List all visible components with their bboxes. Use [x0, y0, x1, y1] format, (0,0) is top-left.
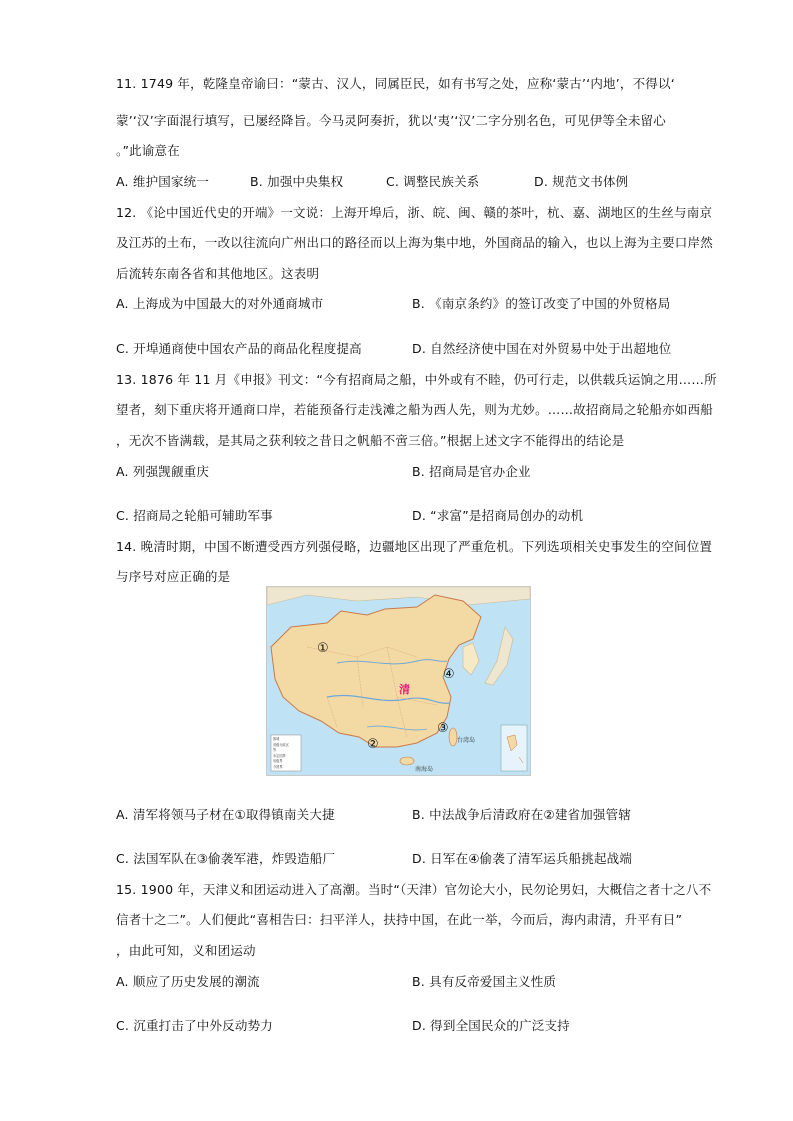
- map-label-taiwan: 台湾岛: [457, 737, 476, 744]
- map-legend: [273, 737, 301, 771]
- q11-line-3: 。”此谕意在: [116, 143, 180, 158]
- q15-option-b: B. 具有反帝爱国主义性质: [412, 974, 557, 989]
- map-label-hainan: 南海岛: [415, 766, 434, 773]
- q12-option-c: C. 开埠通商使中国农产品的商品化程度提高: [116, 341, 362, 356]
- q14-option-d: D. 日军在④偷袭了清军运兵船挑起战端: [412, 851, 633, 866]
- q11-option-a: A. 维护国家统一: [116, 174, 210, 189]
- q11-line-2: 蒙’‘汉’字面混行填写，已屡经降旨。今马灵阿奏折，犹以‘夷’‘汉’二字分别名色，可见伊等全未留心: [116, 113, 666, 128]
- q15-line-1: 15. 1900 年，天津义和团运动进入了高潮。当时“（天津）官勿论大小，民勿论男妇，大概信之者十之八不: [116, 882, 712, 897]
- q14-option-c: C. 法国军队在③偷袭军港，炸毁造船厂: [116, 851, 336, 866]
- q12-option-a: A. 上海成为中国最大的对外通商城市: [116, 296, 324, 311]
- q13-option-b: B. 招商局是官办企业: [412, 464, 531, 479]
- q14-option-b: B. 中法战争后清政府在②建省加强管辖: [412, 807, 632, 822]
- marker-4: ④: [443, 667, 455, 682]
- q13-line-2: 望者，刻下重庆将开通商口岸，若能预备行走浅滩之船为西人先，则为尤妙。……故招商局之轮船亦如西船: [116, 402, 713, 417]
- q13-option-a: A. 列强觊觎重庆: [116, 464, 210, 479]
- q15-option-c: C. 沉重打击了中外反动势力: [116, 1018, 273, 1033]
- marker-1: ①: [317, 641, 329, 656]
- legend-modern-border: 今国界: [273, 764, 283, 769]
- q12-line-1: 12. 《论中国近代史的开端》一文说：上海开埠后，浙、皖、闽、赣的茶叶，杭、嘉、湖地区的生丝与南京: [116, 205, 713, 220]
- q13-option-d: D. “求富”是招商局创办的动机: [412, 508, 584, 523]
- q12-line-2: 及江苏的土布，一改以往流向广州出口的路径而以上海为集中地，外国商品的输入，也以上海为主要口岸然: [116, 235, 713, 250]
- q15-line-2: 信者十之二”。人们便此“喜相告曰：扫平洋人，扶持中国，在此一举，今而后，海内肃清，升平有日”: [116, 912, 683, 927]
- legend-undetermined: 未定国界: [273, 753, 286, 758]
- q14-option-a: A. 清军将领马子材在①取得镇南关大捷: [116, 807, 335, 822]
- marker-2: ②: [367, 737, 379, 752]
- q15-option-a: A. 顺应了历史发展的潮流: [116, 974, 260, 989]
- q14-line-2: 与序号对应正确的是: [116, 569, 231, 584]
- marker-3: ③: [437, 721, 449, 736]
- legend-province: 省级行政区: [273, 742, 289, 747]
- legend-capital: 都城: [273, 737, 280, 741]
- q12-option-d: D. 自然经济使中国在对外贸易中处于出超地位: [412, 341, 672, 356]
- qing-map-figure: [266, 586, 531, 776]
- q11-option-d: D. 规范文书体例: [534, 174, 629, 189]
- legend-border: 界: [273, 748, 277, 753]
- q13-line-3: ，无次不皆满载，是其局之获利较之昔日之帆船不啻三倍。”根据上述文字不能得出的结论是: [116, 433, 625, 448]
- q13-line-1: 13. 1876 年 11 月《申报》刊文：“今有招商局之船，中外或有不睦，仍可行走，以供载兵运饷之用……所: [116, 372, 717, 387]
- q13-option-c: C. 招商局之轮船可辅助军事: [116, 508, 273, 523]
- map-label-qing: 清: [399, 683, 410, 696]
- q12-line-3: 后流转东南各省和其他地区。这表明: [116, 266, 320, 281]
- q11-line-1: 11. 1749 年，乾隆皇帝谕曰：“蒙古、汉人，同属臣民，如有书写之处，应称‘蒙古’‘内地’，不得以‘: [116, 76, 675, 91]
- q11-option-b: B. 加强中央集权: [250, 174, 344, 189]
- legend-provincial-border: 省级界: [273, 759, 283, 764]
- q15-line-3: ，由此可知，义和团运动: [116, 943, 256, 958]
- q14-line-1: 14. 晚清时期，中国不断遭受西方列强侵略，边疆地区出现了严重危机。下列选项相关史事发生的空间位置: [116, 539, 713, 554]
- q11-option-c: C. 调整民族关系: [386, 174, 480, 189]
- q15-option-d: D. 得到全国民众的广泛支持: [412, 1018, 570, 1033]
- q12-option-b: B. 《南京条约》的签订改变了中国的外贸格局: [412, 296, 671, 311]
